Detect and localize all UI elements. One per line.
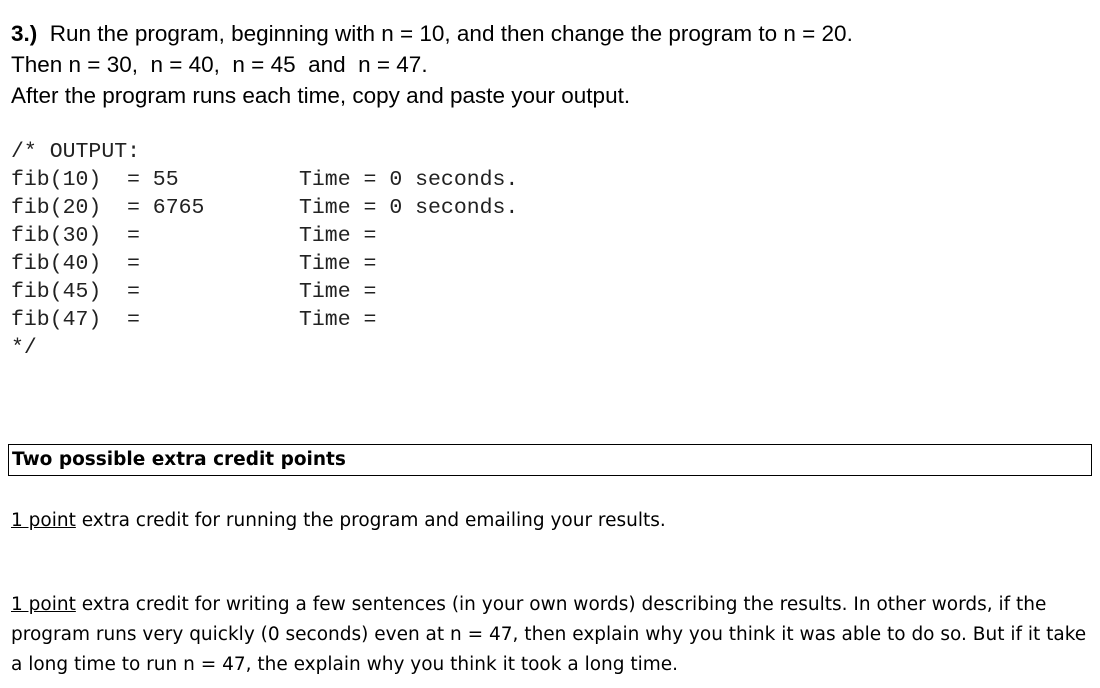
fib-call: fib(30) [11,224,102,248]
extra-credit-paragraph-1 [11,506,1091,536]
paragraph-text: extra credit for running the program and emailing your results. [75,510,666,531]
fib-time: Time = 0 seconds. [299,196,519,220]
extra-credit-paragraph-2 [11,590,1091,680]
fib-time: Time = 0 seconds. [299,168,519,192]
paragraph-text: extra credit for writing a few sentences (in your own words) describing the results. In other words, if the program runs very quickly (0 seconds) even at n = 47, then explain why you think it was able to do so. But if it take a long time to run n = 47, the explain why you think it took a long time. [11,594,1087,675]
fib-time: Time = [299,280,377,304]
question-block [11,18,853,111]
fib-call: fib(47) [11,308,102,332]
fib-result: = 55 [127,168,179,192]
point-label: 1 point [11,510,76,531]
fib-result: = [127,280,140,304]
fib-call: fib(45) [11,280,102,304]
fib-time: Time = [299,224,377,248]
fib-result: = [127,308,140,332]
question-line-3: After the program runs each time, copy and paste your output. [11,83,631,108]
fib-result: = 6765 [127,196,205,220]
question-instruction: Run the program, beginning with n = 10, and then change the program to n = 20. [49,21,853,46]
point-label: 1 point [11,594,76,615]
fib-time: Time = [299,252,377,276]
extra-credit-heading: Two possible extra credit points [8,444,1092,476]
fib-time: Time = [299,308,377,332]
fib-call: fib(10) [11,168,102,192]
question-number: 3.) [11,21,38,46]
fib-call: fib(20) [11,196,102,220]
question-line-1 [11,18,853,49]
fib-call: fib(40) [11,252,102,276]
question-line-2: Then n = 30, n = 40, n = 45 and n = 47. [11,52,428,77]
fib-result: = [127,224,140,248]
fib-result: = [127,252,140,276]
